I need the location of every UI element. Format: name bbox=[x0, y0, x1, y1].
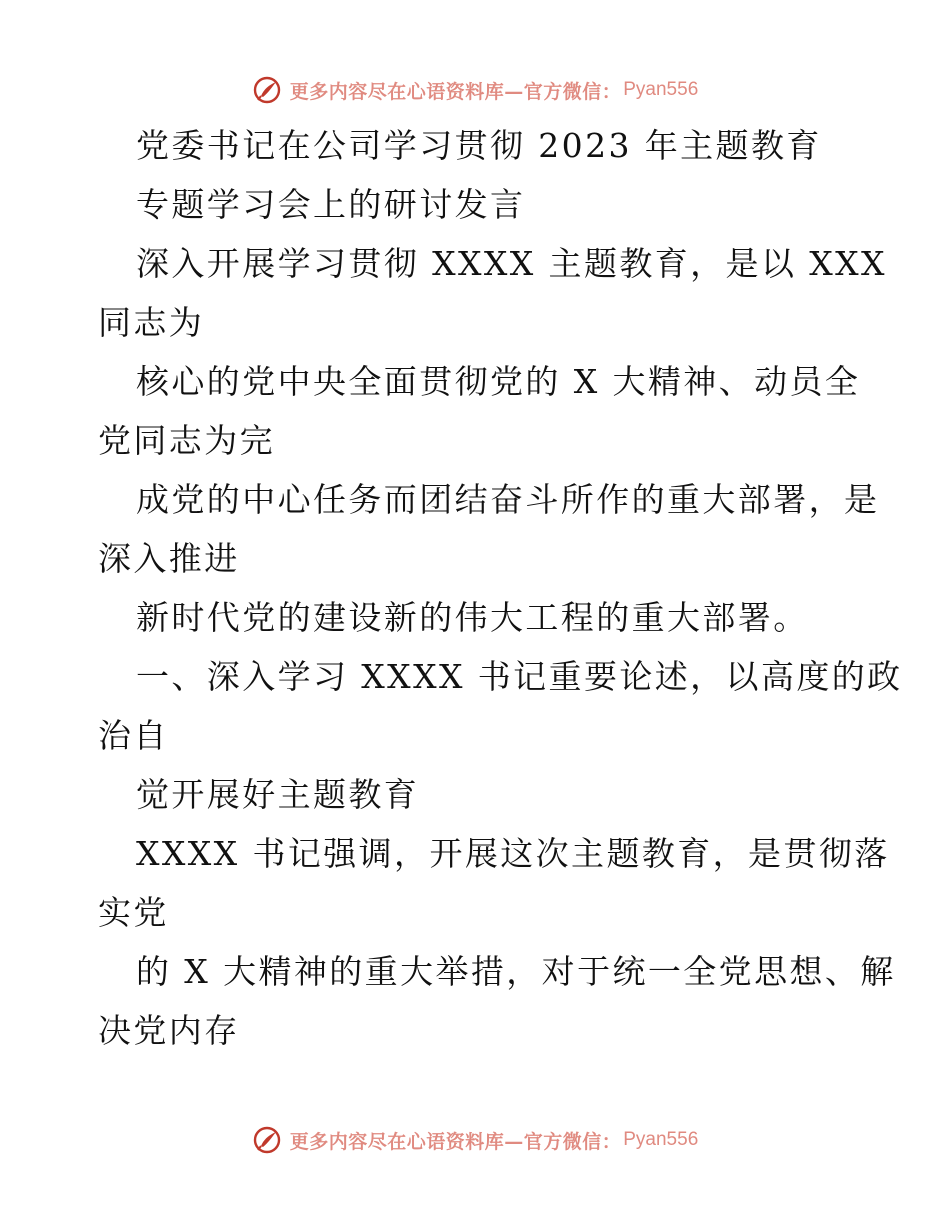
document-title: 党委书记在公司学习贯彻 2023 年主题教育 bbox=[136, 126, 822, 165]
paragraph-line: 新时代党的建设新的伟大工程的重大部署。 bbox=[136, 598, 809, 637]
paragraph-line: 决党内存 bbox=[98, 1011, 240, 1050]
section-heading-line: 一、深入学习 XXXX 书记重要论述，以高度的政 bbox=[136, 657, 903, 696]
header-banner-text: 更多内容尽在心语资料库—官方微信： bbox=[289, 80, 622, 103]
footer-banner-text: 更多内容尽在心语资料库—官方微信： bbox=[289, 1130, 622, 1153]
header-banner bbox=[0, 70, 950, 110]
section-heading-line: 觉开展好主题教育 bbox=[136, 775, 420, 814]
footer-banner bbox=[0, 1120, 950, 1160]
paragraph-line: 成党的中心任务而团结奋斗所作的重大部署，是 bbox=[136, 480, 880, 519]
paragraph-line: 实党 bbox=[98, 893, 169, 932]
paragraph-line: 核心的党中央全面贯彻党的 X 大精神、动员全 bbox=[136, 362, 861, 401]
paragraph-line: 的 X 大精神的重大举措，对于统一全党思想、解 bbox=[136, 952, 896, 991]
footer-wechat-id: Pyan556 bbox=[623, 1129, 699, 1150]
paragraph-line: 深入开展学习贯彻 XXXX 主题教育，是以 XXX bbox=[136, 244, 887, 283]
feather-seal-icon bbox=[252, 1125, 282, 1155]
paragraph-line: 同志为 bbox=[98, 303, 205, 342]
paragraph-line: 深入推进 bbox=[98, 539, 240, 578]
paragraph-line: XXXX 书记强调，开展这次主题教育，是贯彻落 bbox=[136, 834, 890, 873]
header-wechat-id: Pyan556 bbox=[623, 79, 699, 100]
document-subtitle: 专题学习会上的研讨发言 bbox=[136, 185, 526, 224]
section-heading-line: 治自 bbox=[98, 716, 169, 755]
feather-seal-icon bbox=[252, 75, 282, 105]
paragraph-line: 党同志为完 bbox=[98, 421, 275, 460]
